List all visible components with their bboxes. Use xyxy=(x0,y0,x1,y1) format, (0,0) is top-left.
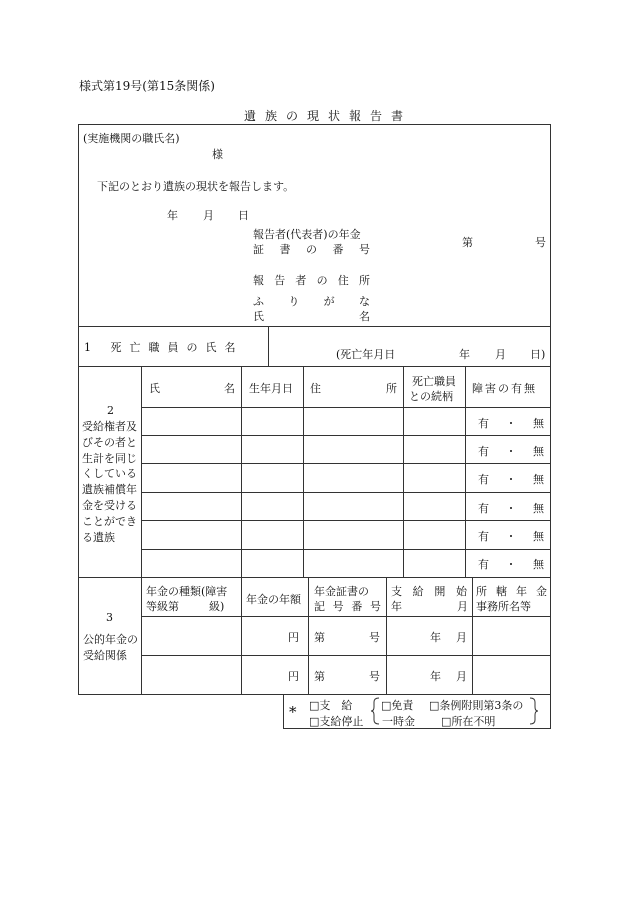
address-label-char-3: 者 xyxy=(295,274,307,287)
s2-hline-5 xyxy=(141,520,551,521)
col-office-char-1: 所 xyxy=(476,585,487,598)
col-type-2a: 等級第 xyxy=(146,600,179,613)
disability-no[interactable]: 無 xyxy=(533,445,544,458)
col-type-2b: 級) xyxy=(209,600,225,613)
col-start-char-4: 始 xyxy=(455,585,467,598)
disability-row-2 xyxy=(478,443,544,459)
institution-label: (実施機関の職氏名) xyxy=(83,132,180,145)
col-cert-char-1: 記 xyxy=(314,600,325,613)
section1-label: 1 死亡職員の氏名 xyxy=(84,341,244,354)
col-start-char-1: 支 xyxy=(391,585,402,598)
col-start-1 xyxy=(391,583,467,599)
col-cert-1: 年金証書の xyxy=(314,585,369,598)
furigana-label xyxy=(253,293,370,309)
col-relation-2: との続柄 xyxy=(409,390,453,403)
opt-suspension[interactable]: □支給停止 xyxy=(309,715,364,728)
col-amount: 年金の年額 xyxy=(246,593,301,606)
section3-number: 3 xyxy=(106,611,113,624)
cert-label-line2 xyxy=(253,241,370,257)
cert-dai: 第 xyxy=(462,236,473,249)
col-cert-char-4: 号 xyxy=(369,600,381,613)
section2-label: 受給権者及びその者と生計を同じくしている遺族補償年金を受けることができる遺族 xyxy=(82,420,137,544)
row1-yen: 円 xyxy=(288,631,299,644)
furigana-char-1: ふ xyxy=(253,295,264,308)
disability-row-1 xyxy=(478,415,544,431)
death-month: 月 xyxy=(495,348,506,361)
disability-dot: ・ xyxy=(505,530,517,543)
disability-no[interactable]: 無 xyxy=(533,417,544,430)
disability-dot: ・ xyxy=(505,473,517,486)
furigana-char-4: な xyxy=(358,295,370,308)
col-name xyxy=(149,380,235,396)
disability-yes[interactable]: 有 xyxy=(478,530,489,543)
row1-year: 年 xyxy=(430,631,441,644)
disability-yes[interactable]: 有 xyxy=(478,558,489,571)
name-label-char-2: 名 xyxy=(359,310,370,323)
s3-vline-4 xyxy=(386,577,387,694)
s2-vline-5 xyxy=(465,366,466,577)
row1-dai: 第 xyxy=(314,631,325,644)
s2-vline-4 xyxy=(403,366,404,577)
s3-vline-3 xyxy=(308,577,309,694)
col-cert-char-2: 号 xyxy=(332,600,344,613)
s2-vline-2 xyxy=(241,366,242,577)
col-disability: 障害の有無 xyxy=(472,382,537,395)
disability-row-6 xyxy=(478,556,544,572)
s3-hline-2 xyxy=(141,655,551,656)
col-office-1 xyxy=(476,583,547,599)
s2-hline-3 xyxy=(141,463,551,464)
cert-label-char-1: 証 xyxy=(253,243,264,256)
honorific: 様 xyxy=(212,148,223,161)
disability-no[interactable]: 無 xyxy=(533,558,544,571)
row1-month: 月 xyxy=(456,631,467,644)
s2-vline-3 xyxy=(303,366,304,577)
row2-yen: 円 xyxy=(288,670,299,683)
disability-no[interactable]: 無 xyxy=(533,530,544,543)
col-start-char-2: 給 xyxy=(412,585,424,598)
col-name-char-2: 名 xyxy=(224,382,235,395)
col-start-year: 年 xyxy=(391,600,402,613)
section1-divider xyxy=(268,326,269,366)
col-address-char-1: 住 xyxy=(310,382,321,395)
bracket-left-icon xyxy=(371,697,381,725)
col-type-1: 年金の種類(障害 xyxy=(146,585,228,598)
row2-dai: 第 xyxy=(314,670,325,683)
disability-no[interactable]: 無 xyxy=(533,473,544,486)
disability-row-5 xyxy=(478,528,544,544)
cert-label-char-3: の xyxy=(306,243,317,256)
date-day: 日 xyxy=(238,209,249,222)
disability-yes[interactable]: 有 xyxy=(478,502,489,515)
name-label-char-1: 氏 xyxy=(253,310,264,323)
cert-label-char-4: 番 xyxy=(332,243,344,256)
opt-lump-sum: 一時金 xyxy=(382,715,415,728)
opt-payment[interactable]: □支 給 xyxy=(309,699,353,712)
disability-row-4 xyxy=(478,500,544,516)
col-cert-2 xyxy=(314,598,381,614)
s3-vline-2 xyxy=(241,577,242,694)
name-label xyxy=(253,308,370,324)
col-office-char-4: 金 xyxy=(536,585,547,598)
s2-hline-2 xyxy=(141,435,551,436)
col-start-month: 月 xyxy=(457,600,468,613)
col-start-char-3: 開 xyxy=(434,585,446,598)
section2-number: 2 xyxy=(107,404,114,417)
col-address-char-2: 所 xyxy=(386,382,397,395)
disability-dot: ・ xyxy=(505,558,517,571)
opt-exemption[interactable]: □免責 xyxy=(381,699,414,712)
disability-dot: ・ xyxy=(505,445,517,458)
date-year: 年 xyxy=(167,209,178,222)
row2-month: 月 xyxy=(456,670,467,683)
address-label-char-6: 所 xyxy=(358,274,370,287)
bracket-right-icon xyxy=(528,697,538,725)
page-title: 遺族の現状報告書 xyxy=(244,109,413,123)
section3-label-1: 公的年金の xyxy=(83,633,138,646)
s2-hline-4 xyxy=(141,492,551,493)
disability-yes[interactable]: 有 xyxy=(478,417,489,430)
disability-no[interactable]: 無 xyxy=(533,502,544,515)
opt-unknown-address[interactable]: □所在不明 xyxy=(441,715,496,728)
address-label-char-5: 住 xyxy=(337,274,349,287)
row1-go: 号 xyxy=(369,631,380,644)
s3-hline-1 xyxy=(141,616,551,617)
disability-row-3 xyxy=(478,471,544,487)
furigana-char-3: が xyxy=(323,295,335,308)
section3-label-2: 受給関係 xyxy=(83,649,127,662)
disability-dot: ・ xyxy=(505,502,517,515)
furigana-char-2: り xyxy=(288,295,300,308)
form-number: 様式第19号(第15条関係) xyxy=(79,79,215,93)
disability-yes[interactable]: 有 xyxy=(478,473,489,486)
cert-label-line1: 報告者(代表者)の年金 xyxy=(253,228,361,241)
row2-year: 年 xyxy=(430,670,441,683)
disability-dot: ・ xyxy=(505,417,517,430)
intro-text: 下記のとおり遺族の現状を報告します。 xyxy=(97,180,295,193)
disability-yes[interactable]: 有 xyxy=(478,445,489,458)
cert-go: 号 xyxy=(535,236,546,249)
col-office-char-3: 年 xyxy=(516,585,527,598)
death-year: 年 xyxy=(459,348,470,361)
col-address xyxy=(310,380,397,396)
address-label-char-4: の xyxy=(316,274,328,287)
col-birth: 生年月日 xyxy=(249,382,293,395)
col-relation-1: 死亡職員 xyxy=(412,375,456,388)
cert-label-char-5: 号 xyxy=(359,243,370,256)
address-label-char-1: 報 xyxy=(253,274,264,287)
s2-hline-1 xyxy=(141,407,551,408)
death-day: 日) xyxy=(530,348,546,361)
col-office-2: 事務所名等 xyxy=(476,600,531,613)
s3-vline-1 xyxy=(141,577,142,694)
col-cert-char-3: 番 xyxy=(351,600,363,613)
cert-label-char-2: 書 xyxy=(279,243,291,256)
address-label xyxy=(253,272,370,288)
death-date-open: (死亡年月日 xyxy=(336,348,396,361)
asterisk: * xyxy=(289,703,297,721)
s2-hline-6 xyxy=(141,549,551,550)
s3-vline-5 xyxy=(472,577,473,694)
date-month: 月 xyxy=(203,209,214,222)
opt-ordinance[interactable]: □条例附則第3条の xyxy=(429,699,524,712)
col-name-char-1: 氏 xyxy=(149,382,160,395)
col-office-char-2: 轄 xyxy=(496,585,507,598)
address-label-char-2: 告 xyxy=(274,274,286,287)
row2-go: 号 xyxy=(369,670,380,683)
